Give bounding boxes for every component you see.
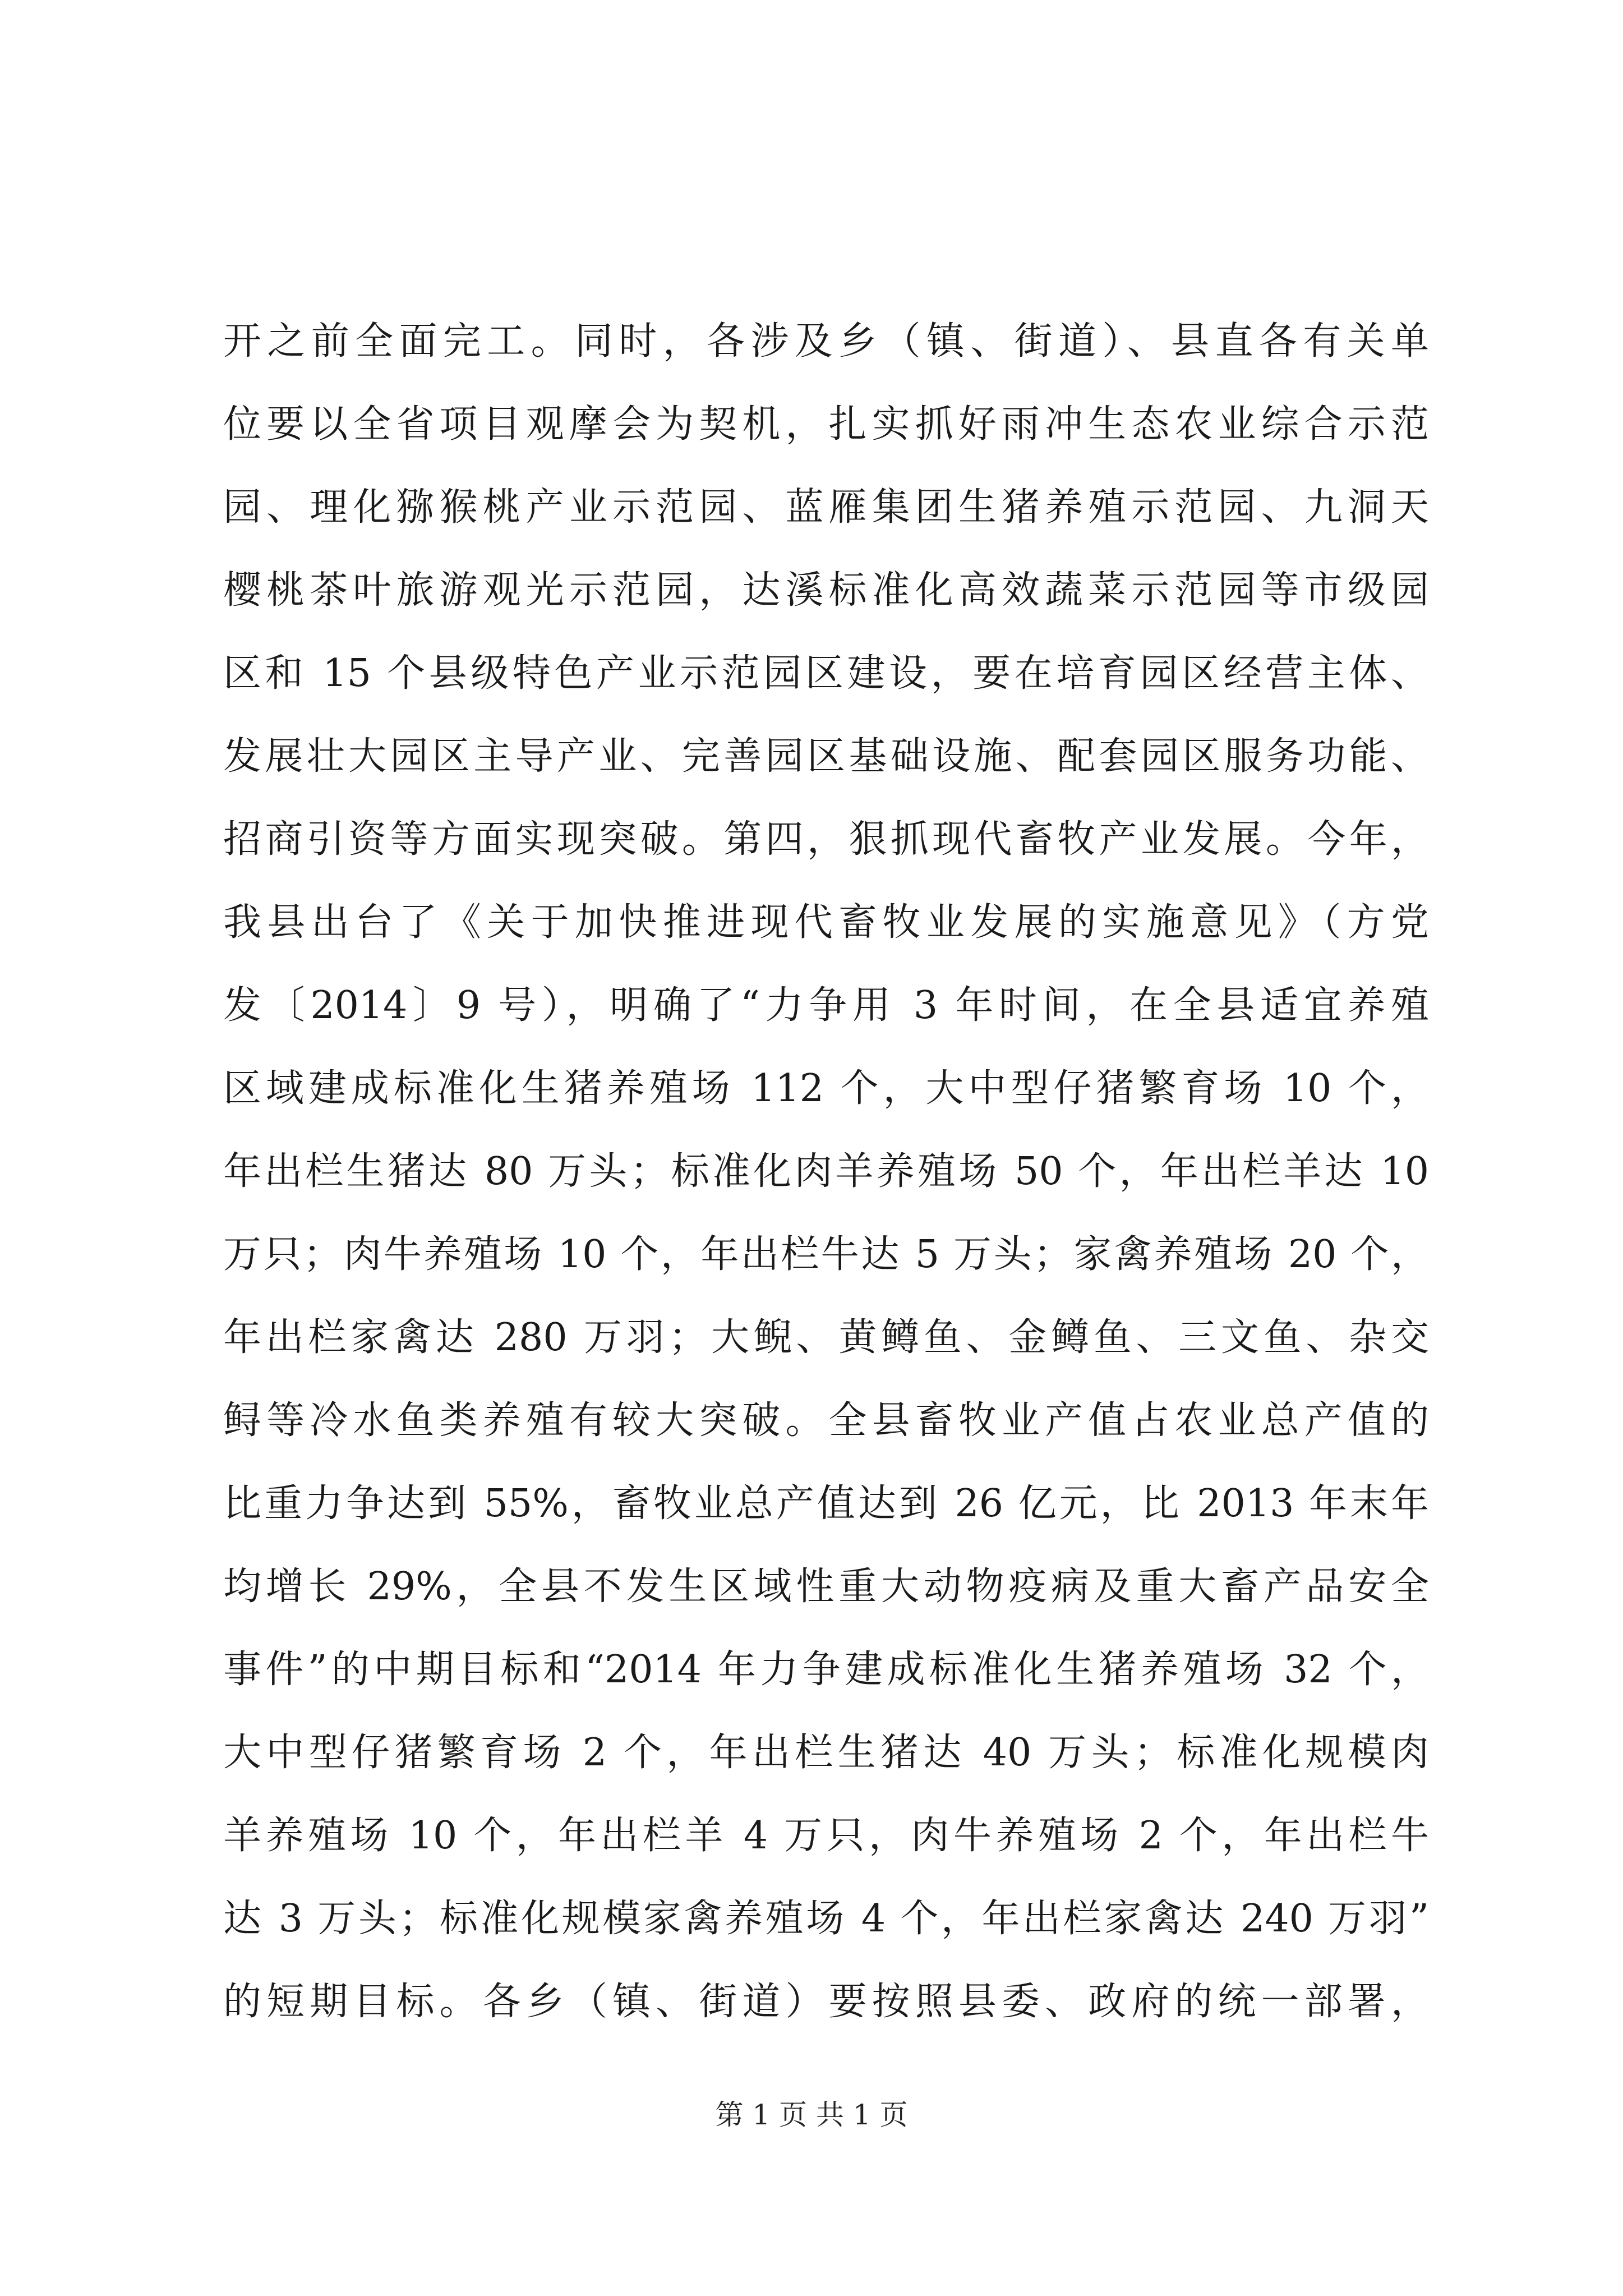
text-line: 鲟等冷水鱼类养殖有较大突破。全县畜牧业产值占农业总产值的: [223, 1398, 1429, 1443]
text-line: 万只；肉牛养殖场 10 个，年出栏牛达 5 万头；家禽养殖场 20 个，: [223, 1232, 1429, 1277]
text-line: 区和 15 个县级特色产业示范园区建设，要在培育园区经营主体、: [223, 651, 1429, 696]
text-line: 我县出台了《关于加快推进现代畜牧业发展的实施意见》（方党: [223, 900, 1429, 945]
text-line: 发〔2014〕9 号），明确了“力争用 3 年时间，在全县适宜养殖: [223, 983, 1429, 1028]
text-line: 事件”的中期目标和“2014 年力争建成标准化生猪养殖场 32 个，: [223, 1648, 1429, 1692]
page-footer: [0, 2095, 1623, 2134]
text-line: 发展壮大园区主导产业、完善园区基础设施、配套园区服务功能、: [223, 734, 1429, 779]
text-line: 年出栏家禽达 280 万羽；大鲵、黄鳟鱼、金鳟鱼、三文鱼、杂交: [223, 1315, 1429, 1360]
text-line: 园、理化猕猴桃产业示范园、蓝雁集团生猪养殖示范园、九洞天: [223, 485, 1429, 530]
body-text: [223, 300, 1429, 2044]
text-line: 均增长 29%，全县不发生区域性重大动物疫病及重大畜产品安全: [223, 1565, 1429, 1609]
text-line: 的短期目标。各乡（镇、街道）要按照县委、政府的统一部署，: [223, 1980, 1429, 2024]
text-line: 位要以全省项目观摩会为契机，扎实抓好雨冲生态农业综合示范: [223, 402, 1429, 447]
text-line: 达 3 万头；标准化规模家禽养殖场 4 个，年出栏家禽达 240 万羽”: [223, 1897, 1429, 1941]
page-number: 第 1 页 共 1 页: [715, 2099, 908, 2131]
text-line: 羊养殖场 10 个，年出栏羊 4 万只，肉牛养殖场 2 个，年出栏牛: [223, 1814, 1429, 1858]
text-line: 年出栏生猪达 80 万头；标准化肉羊养殖场 50 个，年出栏羊达 10: [223, 1149, 1429, 1194]
text-line: 招商引资等方面实现突破。第四，狠抓现代畜牧产业发展。今年，: [223, 817, 1429, 862]
text-line: 开之前全面完工。同时，各涉及乡（镇、街道）、县直各有关单: [223, 319, 1429, 364]
text-line: 樱桃茶叶旅游观光示范园，达溪标准化高效蔬菜示范园等市级园: [223, 568, 1429, 613]
text-line: 比重力争达到 55%，畜牧业总产值达到 26 亿元，比 2013 年末年: [223, 1481, 1429, 1526]
text-line: 大中型仔猪繁育场 2 个，年出栏生猪达 40 万头；标准化规模肉: [223, 1731, 1429, 1775]
text-line: 区域建成标准化生猪养殖场 112 个，大中型仔猪繁育场 10 个，: [223, 1066, 1429, 1111]
